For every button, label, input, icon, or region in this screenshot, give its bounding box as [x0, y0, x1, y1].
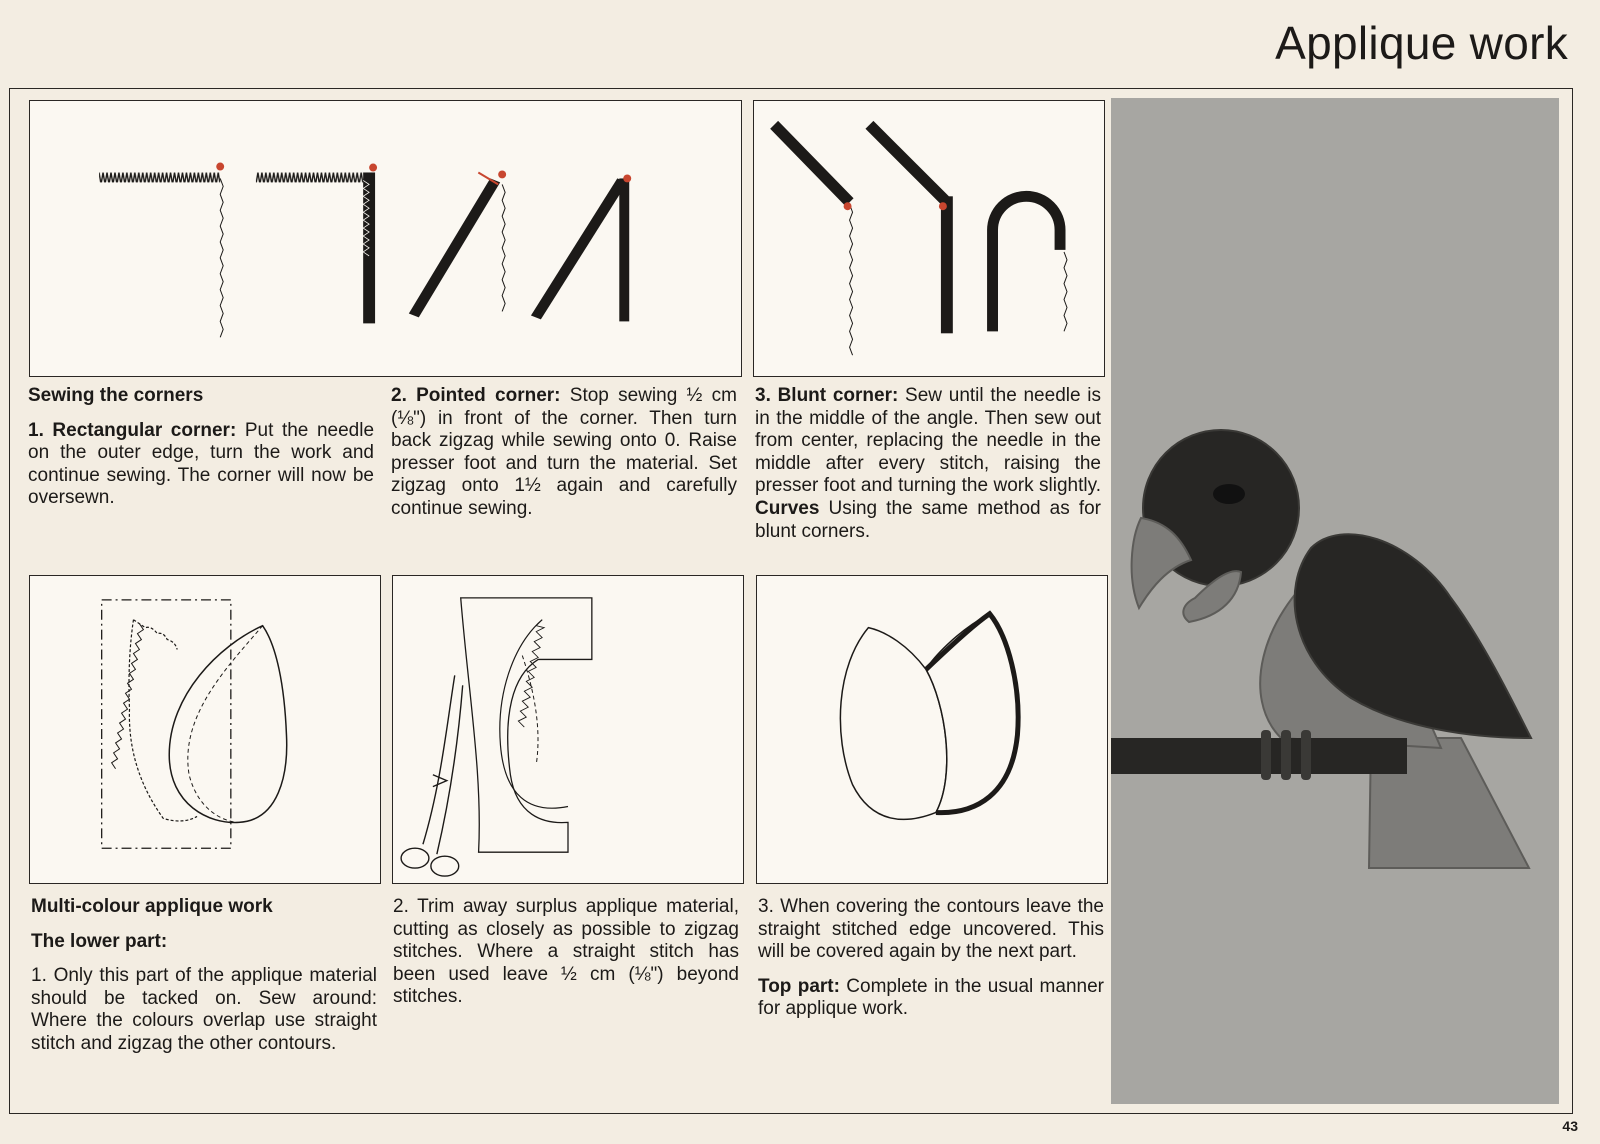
cover-contours-diagram — [756, 575, 1108, 884]
blunt-corner-diagram — [753, 100, 1105, 377]
blunt-corner-label: 3. Blunt corner: — [755, 385, 899, 406]
multi-colour-heading: Multi-colour applique work — [31, 896, 273, 917]
multi-colour-col3 — [758, 896, 1104, 1021]
page-number: 43 — [1562, 1118, 1578, 1134]
corner-stitch-diagram — [29, 100, 742, 377]
lower-step-2: 2. Trim away surplus applique material, cutting as closely as possible to zigzag stitches. Where a straight stitch has been used leave ½ cm (⅛") beyond stitches. — [393, 896, 739, 1008]
trim-surplus-diagram — [392, 575, 744, 884]
multi-colour-col1 — [31, 896, 377, 1056]
top-part-label: Top part: — [758, 975, 840, 997]
sewing-corners-heading: Sewing the corners — [28, 385, 204, 406]
curves-text: Using the same method as for blunt corners. — [755, 497, 1101, 542]
blunt-corner-text: Sew until the needle is in the middle of the angle. Then sew out from center, replacing the needle in the middle after every stitch, raising the presser foot and turning the work slightly. — [755, 385, 1102, 497]
sewing-corners-col1 — [28, 385, 374, 510]
lower-step-3: 3. When covering the contours leave the straight stitched edge uncovered. This will be covered again by the next part. — [758, 896, 1104, 963]
parrot-icon — [1111, 98, 1559, 1104]
parrot-applique-photo — [1111, 98, 1559, 1104]
page-title: Applique work — [1275, 17, 1568, 69]
zigzag-corner-illustration — [30, 101, 741, 376]
curves-label: Curves — [755, 497, 820, 519]
blunt-corner-col — [755, 385, 1101, 543]
pointed-corner-text: Stop sewing ½ cm (⅛") in front of the corner. Then turn back zigzag while sewing onto 0. Raise presser foot and turn the material. Set zigzag onto 1½ again and carefully continue sewing. — [391, 385, 737, 519]
blunt-corner-illustration — [754, 101, 1104, 376]
top-part-text: Complete in the usual manner for applique work. — [758, 975, 1104, 1020]
petal-tacked-diagram — [29, 575, 381, 884]
rect-corner-label: 1. Rectangular corner: — [28, 419, 237, 441]
covered-petal-illustration — [757, 576, 1107, 883]
multi-colour-col2 — [393, 896, 739, 1009]
rect-corner-text: Put the needle on the outer edge, turn the work and continue sewing. The corner will now be oversewn. — [28, 419, 375, 509]
lower-step-1: 1. Only this part of the applique material should be tacked on. Sew around: Where the colours overlap use straight stitch and zigzag the other contours. — [31, 965, 377, 1054]
pointed-corner-col — [391, 385, 737, 521]
pointed-corner-label: 2. Pointed corner: — [391, 385, 561, 406]
lower-part-heading: The lower part: — [31, 930, 168, 952]
applique-petal-illustration — [30, 576, 380, 883]
scissors-trimming-illustration — [393, 576, 743, 883]
scissors-icon — [401, 675, 463, 876]
